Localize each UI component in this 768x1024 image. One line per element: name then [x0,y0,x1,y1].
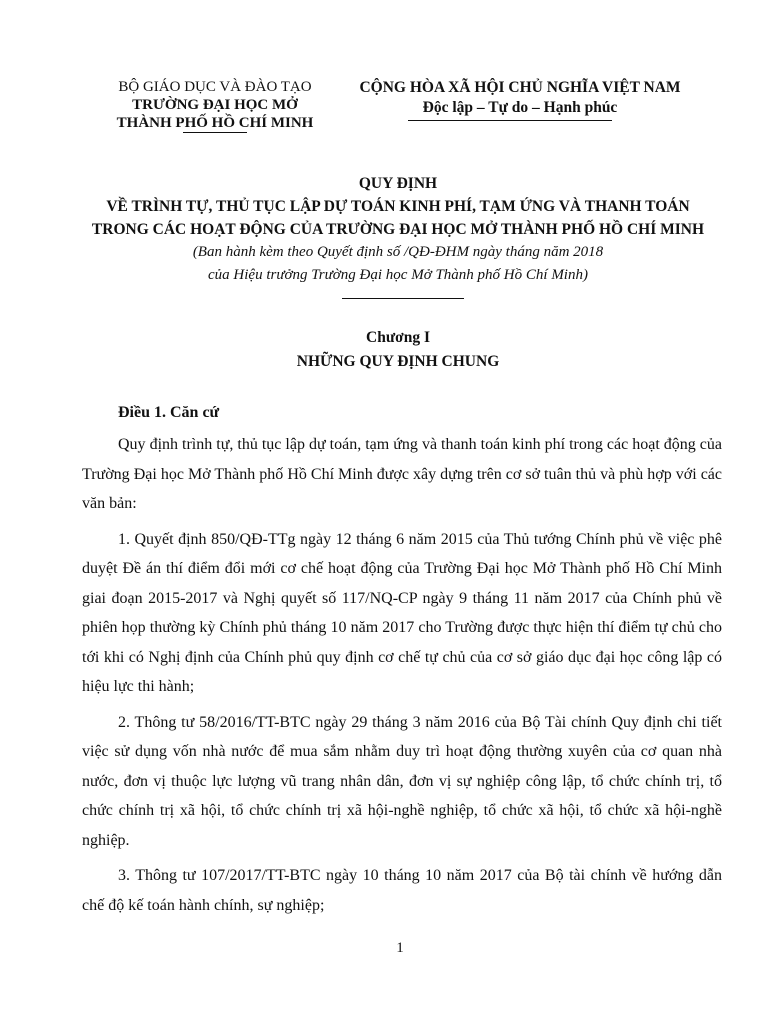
motto-underline [408,120,612,121]
ministry-name: BỘ GIÁO DỤC VÀ ĐÀO TẠO [118,79,312,95]
document-title-block [60,172,736,287]
school-name-line1: TRƯỜNG ĐẠI HỌC MỞ [132,97,298,113]
basis-item-1: 1. Quyết định 850/QĐ-TTg ngày 12 tháng 6 năm 2015 của Thủ tướng Chính phủ về việc phê duyệt Đề án thí điểm đổi mới cơ chế hoạt động của Trường Đại học Mở Thành phố Hồ Chí Minh giai đoạn 2015-2017 và Nghị quyết số 117/NQ-CP ngày 9 tháng 11 năm 2017 của Chính phủ về phiên họp thường kỳ Chính phủ tháng 10 năm 2017 cho Trường được thực hiện thí điểm tự chủ cho tới khi có Nghị định của Chính phủ quy định cơ chế tự chủ của cơ sở giáo dục đại học công lập có hiệu lực thi hành; [82,530,722,695]
republic-name: CỘNG HÒA XÃ HỘI CHỦ NGHĨA VIỆT NAM [359,79,681,96]
school-name-line2: THÀNH PHỐ HỒ CHÍ MINH [116,115,314,131]
document-type: QUY ĐỊNH [358,175,438,192]
agency-underline [183,132,247,133]
chapter-heading [60,326,736,374]
chapter-name: NHỮNG QUY ĐỊNH CHUNG [296,353,500,370]
national-motto: Độc lập – Tự do – Hạnh phúc [422,99,618,116]
basis-item-3: 3. Thông tư 107/2017/TT-BTC ngày 10 tháng 10 năm 2017 của Bộ tài chính về hướng dẫn chế độ kế toán hành chính, sự nghiệp; [82,867,722,914]
issuance-note-line-2: của Hiệu trưởng Trường Đại học Mở Thành phố Hồ Chí Minh) [208,267,588,283]
page-number: 1 [396,940,404,956]
issuing-agency-block [92,78,338,132]
basis-item-2: 2. Thông tư 58/2016/TT-BTC ngày 29 tháng 3 năm 2016 của Bộ Tài chính Quy định chi tiết việc sử dụng vốn nhà nước để mua sắm nhằm duy trì hoạt động thường xuyên của cơ quan nhà nước, đơn vị thuộc lực lượng vũ trang nhân dân, đơn vị sự nghiệp công lập, tổ chức chính trị, tổ chức chính trị xã hội, tổ chức chính trị xã hội-nghề nghiệp, tổ chức xã hội, tổ chức xã hội-nghề nghiệp. [82,713,722,849]
title-line-1: VỀ TRÌNH TỰ, THỦ TỤC LẬP DỰ TOÁN KINH PHÍ, TẠM ỨNG VÀ THANH TOÁN [106,198,690,215]
article-body [82,400,722,920]
chapter-number: Chương I [366,329,430,346]
issuance-note-line-1: (Ban hành kèm theo Quyết định số /QĐ-ĐHM ngày tháng năm 2018 [192,244,604,260]
national-motto-block [340,78,700,118]
article-title: Điều 1. Căn cứ [118,404,220,421]
title-line-2: TRONG CÁC HOẠT ĐỘNG CỦA TRƯỜNG ĐẠI HỌC MỞ THÀNH PHỐ HỒ CHÍ MINH [91,221,705,238]
article-intro-paragraph: Quy định trình tự, thủ tục lập dự toán, tạm ứng và thanh toán kinh phí trong các hoạt động của Trường Đại học Mở Thành phố Hồ Chí Minh được xây dựng trên cơ sở tuân thủ và phù hợp với các văn bản: [82,436,722,512]
title-underline [342,298,464,299]
